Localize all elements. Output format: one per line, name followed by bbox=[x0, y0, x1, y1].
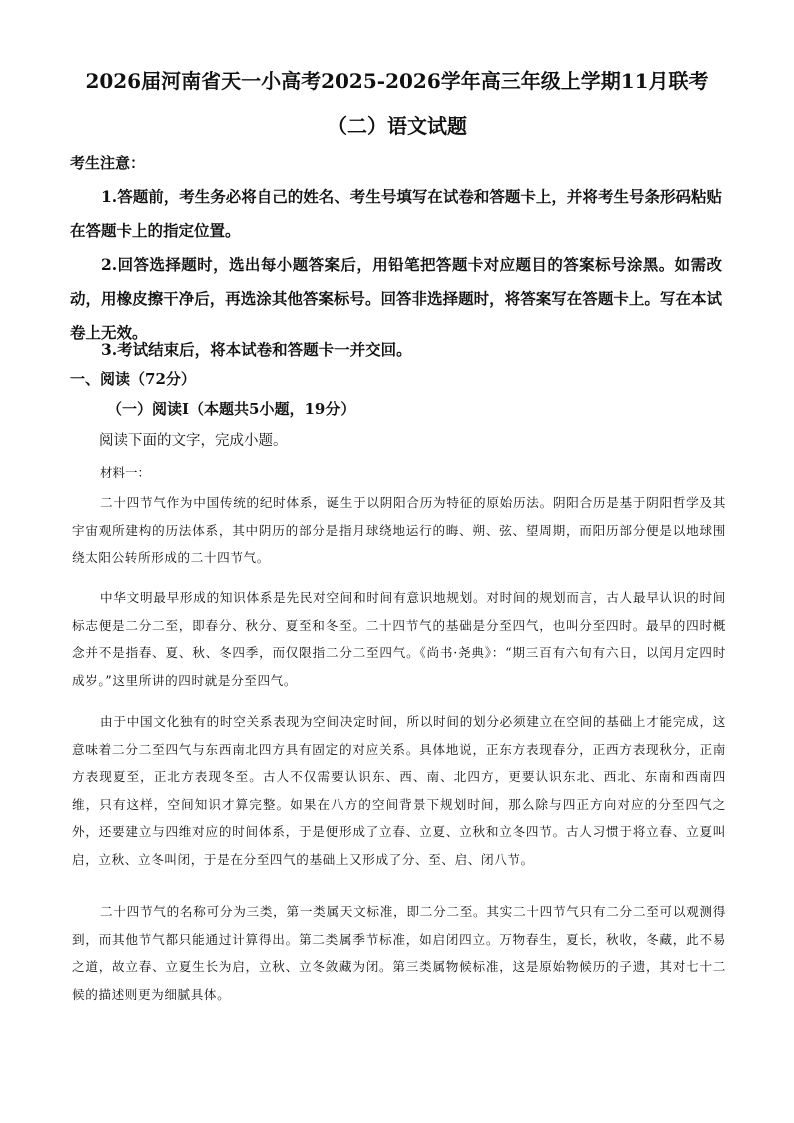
page-title-line2: （二）语文试题 bbox=[327, 114, 467, 138]
page-title-line1: 2026届河南省天一小高考2025-2026学年高三年级上学期11月联考 bbox=[85, 69, 709, 93]
section-subheading: （一）阅读Ⅰ（本题共5小题，19分） bbox=[107, 400, 356, 418]
notice-item-1: 1.答题前，考生务必将自己的姓名、考生号填写在试卷和答题卡上，并将考生号条形码粘贴在答题卡上的指定位置。 bbox=[70, 187, 722, 240]
notice-item-2: 2.回答选择题时，选出每小题答案后，用铅笔把答题卡对应题目的答案标号涂黑。如需改动，用橡皮擦干净后，再选涂其他答案标号。回答非选择题时，将答案写在答题卡上。写在本试卷上无效。 bbox=[70, 255, 722, 342]
notice-item-3: 3.考试结束后，将本试卷和答题卡一并交回。 bbox=[101, 340, 412, 359]
notice-heading: 考生注意： bbox=[70, 154, 146, 172]
material-paragraph-3: 由于中国文化独有的时空关系表现为空间决定时间，所以时间的划分必须建立在空间的基础上才能完成，这意味着二分二至四气与东西南北四方具有固定的对应关系。具体地说，正东方表现春分，正西方表现秋分，正南方表现夏至，正北方表现冬至。古人不仅需要认识东、西、南、北四方，更要认识东北、西北、东南和西南四维，只有这样，空间知识才算完整。如果在八方的空间背景下规划时间，那么除与四正方向对应的分至四气之外，还要建立与四维对应的时间体系，于是便形成了立春、立夏、立秋和立冬四节。古人习惯于将立春、立夏叫启，立秋、立冬叫闭，于是在分至四气的基础上又形成了分、至、启、闭八节。 bbox=[72, 714, 726, 867]
material-paragraph-4: 二十四节气的名称可分为三类，第一类属天文标准，即二分二至。其实二十四节气只有二分二至可以观测得到，而其他节气都只能通过计算得出。第二类属季节标准，如启闭四立。万物春生，夏长，秋收，冬藏，此不易之道，故立春、立夏生长为启，立秋、立冬敛藏为闭。第三类属物候标准，这是原始物候历的子遗，其对七十二候的描述则更为细腻具体。 bbox=[72, 904, 726, 1002]
material-paragraph-2: 中华文明最早形成的知识体系是先民对空间和时间有意识地规划。对时间的规划而言，古人最早认识的时间标志便是二分二至，即春分、秋分、夏至和冬至。二十四节气的基础是分至四气，也叫分至四时。最早的四时概念并不是指春、夏、秋、冬四季，而仅限指二分二至四气。《尚书·尧典》：“期三百有六旬有六日，以闰月定四时成岁。”这里所讲的四时就是分至四气。 bbox=[72, 590, 726, 688]
reading-instruction: 阅读下面的文字，完成小题。 bbox=[99, 433, 288, 449]
section-heading: 一、阅读（72分） bbox=[70, 370, 196, 388]
material-label: 材料一： bbox=[100, 465, 151, 480]
material-paragraph-1: 二十四节气作为中国传统的纪时体系，诞生于以阴阳合历为特征的原始历法。阴阳合历是基于阴阳哲学及其宇宙观所建构的历法体系，其中阴历的部分是指月球绕地运行的晦、朔、弦、望周期，而阳历部分便是以地球围绕太阳公转所形成的二十四节气。 bbox=[72, 495, 726, 565]
